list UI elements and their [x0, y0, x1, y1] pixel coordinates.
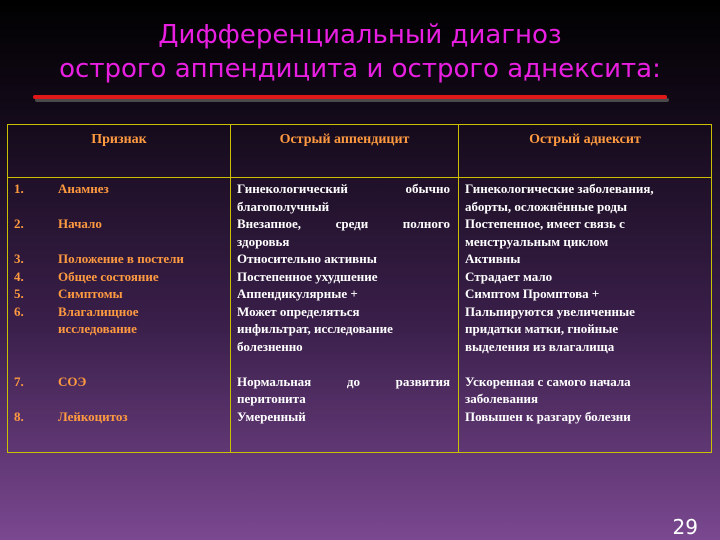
- cell-line: Страдает мало: [465, 268, 553, 284]
- sign-number: 6.: [14, 303, 24, 319]
- column-divider: [458, 125, 459, 452]
- cell-line: аборты, осложнённые роды: [465, 198, 628, 214]
- list-item: [14, 268, 229, 286]
- cell-line: Постепенное ухудшение: [237, 268, 378, 284]
- cell-line: болезненно: [237, 338, 303, 354]
- sign-number: 3.: [14, 251, 24, 266]
- cell-line: Гинекологические заболевания,: [465, 181, 654, 196]
- header-appendicitis: Острый аппендицит: [279, 132, 410, 147]
- cell-line: благополучный: [237, 198, 330, 214]
- cell-line: менструальным циклом: [465, 233, 609, 249]
- list-item: [14, 408, 229, 426]
- sign-number: 5.: [14, 286, 24, 301]
- cell-line: инфильтрат, исследование: [237, 321, 393, 336]
- cell-line: Внезапное, среди полного: [237, 216, 450, 231]
- list-item: [14, 215, 229, 233]
- sign-number: 7.: [14, 373, 24, 389]
- diagnosis-table: [7, 124, 712, 453]
- sign-label: исследование: [58, 321, 137, 336]
- sign-label: Начало: [58, 216, 102, 231]
- cell-line: Умеренный: [237, 408, 306, 424]
- cell-line: Ускоренная с самого начала: [465, 373, 631, 389]
- cell-line: заболевания: [465, 391, 538, 406]
- cell-line: Гинекологический обычно: [237, 181, 450, 196]
- cell-line: здоровья: [237, 233, 290, 249]
- sign-number: [14, 320, 58, 338]
- cell-line: перитонита: [237, 391, 306, 406]
- cell-line: Симптом Промптова +: [465, 286, 600, 301]
- adnexitis-column: [465, 180, 705, 425]
- page-number: 29: [672, 515, 698, 539]
- cell-line: Активны: [465, 251, 521, 266]
- list-item: [14, 303, 229, 321]
- sign-label: Положение в постели: [58, 251, 184, 266]
- sign-label: Анамнез: [58, 181, 109, 196]
- title-underline: [33, 95, 667, 99]
- cell-line: придатки матки, гнойные: [465, 321, 619, 336]
- appendicitis-column: [237, 180, 450, 425]
- sign-number: 8.: [14, 408, 24, 424]
- sign-number: 2.: [14, 216, 24, 231]
- title-line-2: острого аппендицита и острого аднексита:: [59, 54, 661, 84]
- cell-line: Относительно активны: [237, 251, 377, 266]
- title-line-1: Дифференциальный диагноз: [158, 20, 562, 50]
- sign-label: Лейкоцитоз: [58, 408, 128, 424]
- sign-label: СОЭ: [58, 373, 87, 389]
- sign-label: Общее состояние: [58, 268, 159, 284]
- cell-line: Постепенное, имеет связь с: [465, 216, 625, 231]
- cell-line: выделения из влагалища: [465, 338, 615, 354]
- cell-line: Нормальная до развития: [237, 373, 450, 389]
- list-item: [14, 180, 229, 198]
- signs-column: [14, 180, 229, 425]
- header-adnexitis: Острый аднексит: [529, 132, 641, 147]
- list-item: [14, 250, 229, 268]
- cell-line: Повышен к разгару болезни: [465, 408, 631, 424]
- list-item: [14, 320, 229, 338]
- cell-line: Аппендикулярные +: [237, 286, 358, 301]
- header-sign: Признак: [91, 132, 147, 147]
- column-divider: [230, 125, 231, 452]
- sign-label: Симптомы: [58, 286, 123, 301]
- slide-title: [0, 18, 720, 86]
- list-item: [14, 373, 229, 391]
- sign-number: 4.: [14, 268, 24, 284]
- sign-number: 1.: [14, 181, 24, 196]
- list-item: [14, 285, 229, 303]
- sign-label: Влагалищное: [58, 303, 139, 319]
- cell-line: Может определяться: [237, 303, 360, 319]
- cell-line: Пальпируются увеличенные: [465, 303, 635, 319]
